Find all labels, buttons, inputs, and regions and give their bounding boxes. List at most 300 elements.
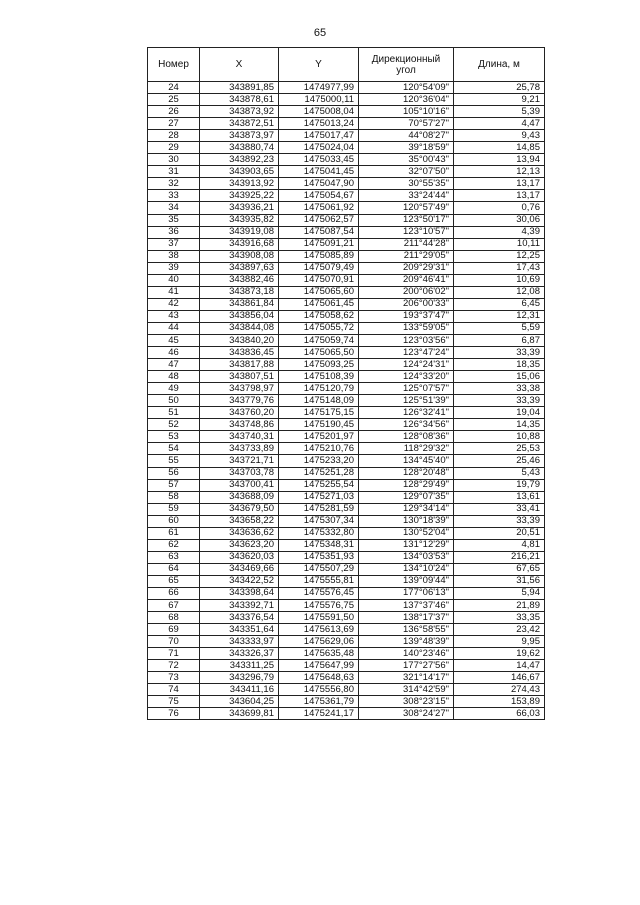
bearing-cell: 209°29'31" xyxy=(359,262,454,274)
x-coordinate-cell: 343779,76 xyxy=(200,395,279,407)
bearing-cell: 130°52'04" xyxy=(359,527,454,539)
length-cell: 12,13 xyxy=(454,166,545,178)
y-coordinate-cell: 1475061,45 xyxy=(279,298,359,310)
length-cell: 33,39 xyxy=(454,395,545,407)
table-row xyxy=(148,82,545,94)
point-number-cell: 27 xyxy=(148,118,200,130)
bearing-cell: 211°29'05" xyxy=(359,250,454,262)
bearing-cell: 70°57'27" xyxy=(359,118,454,130)
bearing-cell: 120°57'49" xyxy=(359,202,454,214)
point-number-cell: 70 xyxy=(148,636,200,648)
bearing-cell: 134°10'24" xyxy=(359,563,454,575)
table-row xyxy=(148,322,545,334)
bearing-cell: 39°18'59" xyxy=(359,142,454,154)
table-row xyxy=(148,624,545,636)
point-number-cell: 65 xyxy=(148,575,200,587)
x-coordinate-cell: 343604,25 xyxy=(200,696,279,708)
bearing-cell: 30°55'35" xyxy=(359,178,454,190)
x-coordinate-cell: 343891,85 xyxy=(200,82,279,94)
point-number-cell: 25 xyxy=(148,94,200,106)
length-cell: 19,62 xyxy=(454,648,545,660)
bearing-cell: 321°14'17" xyxy=(359,672,454,684)
y-coordinate-cell: 1475255,54 xyxy=(279,479,359,491)
length-cell: 25,78 xyxy=(454,82,545,94)
y-coordinate-cell: 1475065,60 xyxy=(279,286,359,298)
table-body xyxy=(148,82,545,720)
point-number-cell: 71 xyxy=(148,648,200,660)
y-coordinate-cell: 1475348,31 xyxy=(279,539,359,551)
bearing-cell: 139°09'44" xyxy=(359,575,454,587)
x-coordinate-cell: 343740,31 xyxy=(200,431,279,443)
length-cell: 153,89 xyxy=(454,696,545,708)
table-row xyxy=(148,551,545,563)
bearing-cell: 128°29'49" xyxy=(359,479,454,491)
y-coordinate-cell: 1475591,50 xyxy=(279,612,359,624)
table-header-row xyxy=(148,48,545,82)
length-cell: 21,89 xyxy=(454,600,545,612)
table-row xyxy=(148,118,545,130)
table-row xyxy=(148,106,545,118)
point-number-cell: 31 xyxy=(148,166,200,178)
x-coordinate-cell: 343925,22 xyxy=(200,190,279,202)
x-coordinate-cell: 343351,64 xyxy=(200,624,279,636)
y-coordinate-cell: 1475307,34 xyxy=(279,515,359,527)
table-row xyxy=(148,575,545,587)
bearing-cell: 209°46'41" xyxy=(359,274,454,286)
bearing-cell: 105°10'16" xyxy=(359,106,454,118)
point-number-cell: 66 xyxy=(148,587,200,599)
y-coordinate-cell: 1475055,72 xyxy=(279,322,359,334)
x-coordinate-cell: 343469,66 xyxy=(200,563,279,575)
table-row xyxy=(148,130,545,142)
point-number-cell: 48 xyxy=(148,371,200,383)
y-coordinate-cell: 1474977,99 xyxy=(279,82,359,94)
header-number: Номер xyxy=(148,48,200,82)
y-coordinate-cell: 1475556,80 xyxy=(279,684,359,696)
header-length: Длина, м xyxy=(454,48,545,82)
bearing-cell: 140°23'46" xyxy=(359,648,454,660)
bearing-cell: 128°20'48" xyxy=(359,467,454,479)
bearing-cell: 193°37'47" xyxy=(359,310,454,322)
length-cell: 4,39 xyxy=(454,226,545,238)
length-cell: 14,35 xyxy=(454,419,545,431)
x-coordinate-cell: 343807,51 xyxy=(200,371,279,383)
length-cell: 23,42 xyxy=(454,624,545,636)
length-cell: 10,69 xyxy=(454,274,545,286)
table-row xyxy=(148,600,545,612)
point-number-cell: 24 xyxy=(148,82,200,94)
table-row xyxy=(148,310,545,322)
y-coordinate-cell: 1475629,06 xyxy=(279,636,359,648)
header-bearing: Дирекционный угол xyxy=(359,48,454,82)
y-coordinate-cell: 1475241,17 xyxy=(279,708,359,720)
bearing-cell: 125°51'39" xyxy=(359,395,454,407)
x-coordinate-cell: 343679,50 xyxy=(200,503,279,515)
length-cell: 14,47 xyxy=(454,660,545,672)
table-row xyxy=(148,708,545,720)
length-cell: 33,41 xyxy=(454,503,545,515)
bearing-cell: 131°12'29" xyxy=(359,539,454,551)
table-row xyxy=(148,443,545,455)
x-coordinate-cell: 343936,21 xyxy=(200,202,279,214)
x-coordinate-cell: 343748,86 xyxy=(200,419,279,431)
bearing-cell: 123°03'56" xyxy=(359,334,454,346)
x-coordinate-cell: 343903,65 xyxy=(200,166,279,178)
table-row xyxy=(148,467,545,479)
point-number-cell: 52 xyxy=(148,419,200,431)
length-cell: 5,94 xyxy=(454,587,545,599)
point-number-cell: 49 xyxy=(148,383,200,395)
length-cell: 10,88 xyxy=(454,431,545,443)
x-coordinate-cell: 343333,97 xyxy=(200,636,279,648)
point-number-cell: 73 xyxy=(148,672,200,684)
length-cell: 19,79 xyxy=(454,479,545,491)
table-row xyxy=(148,347,545,359)
length-cell: 4,81 xyxy=(454,539,545,551)
length-cell: 15,06 xyxy=(454,371,545,383)
bearing-cell: 134°45'40" xyxy=(359,455,454,467)
x-coordinate-cell: 343760,20 xyxy=(200,407,279,419)
y-coordinate-cell: 1475233,20 xyxy=(279,455,359,467)
point-number-cell: 63 xyxy=(148,551,200,563)
length-cell: 9,95 xyxy=(454,636,545,648)
point-number-cell: 46 xyxy=(148,347,200,359)
bearing-cell: 134°03'53" xyxy=(359,551,454,563)
length-cell: 33,39 xyxy=(454,515,545,527)
table-row xyxy=(148,395,545,407)
length-cell: 216,21 xyxy=(454,551,545,563)
point-number-cell: 53 xyxy=(148,431,200,443)
x-coordinate-cell: 343844,08 xyxy=(200,322,279,334)
x-coordinate-cell: 343913,92 xyxy=(200,178,279,190)
point-number-cell: 47 xyxy=(148,359,200,371)
point-number-cell: 33 xyxy=(148,190,200,202)
length-cell: 5,59 xyxy=(454,322,545,334)
point-number-cell: 61 xyxy=(148,527,200,539)
y-coordinate-cell: 1475024,04 xyxy=(279,142,359,154)
bearing-cell: 308°24'27" xyxy=(359,708,454,720)
table-row xyxy=(148,334,545,346)
x-coordinate-cell: 343798,97 xyxy=(200,383,279,395)
x-coordinate-cell: 343700,41 xyxy=(200,479,279,491)
table-row xyxy=(148,383,545,395)
point-number-cell: 42 xyxy=(148,298,200,310)
x-coordinate-cell: 343817,88 xyxy=(200,359,279,371)
x-coordinate-cell: 343878,61 xyxy=(200,94,279,106)
y-coordinate-cell: 1475576,75 xyxy=(279,600,359,612)
x-coordinate-cell: 343311,25 xyxy=(200,660,279,672)
y-coordinate-cell: 1475251,28 xyxy=(279,467,359,479)
table-row xyxy=(148,359,545,371)
header-x: X xyxy=(200,48,279,82)
length-cell: 25,46 xyxy=(454,455,545,467)
x-coordinate-cell: 343873,92 xyxy=(200,106,279,118)
table-row xyxy=(148,94,545,106)
y-coordinate-cell: 1475648,63 xyxy=(279,672,359,684)
x-coordinate-cell: 343872,51 xyxy=(200,118,279,130)
bearing-cell: 177°27'56" xyxy=(359,660,454,672)
length-cell: 5,43 xyxy=(454,467,545,479)
table-row xyxy=(148,684,545,696)
length-cell: 67,65 xyxy=(454,563,545,575)
bearing-cell: 200°06'02" xyxy=(359,286,454,298)
length-cell: 19,04 xyxy=(454,407,545,419)
x-coordinate-cell: 343411,16 xyxy=(200,684,279,696)
point-number-cell: 28 xyxy=(148,130,200,142)
point-number-cell: 36 xyxy=(148,226,200,238)
y-coordinate-cell: 1475000,11 xyxy=(279,94,359,106)
table-row xyxy=(148,166,545,178)
table-row xyxy=(148,672,545,684)
x-coordinate-cell: 343326,37 xyxy=(200,648,279,660)
length-cell: 12,25 xyxy=(454,250,545,262)
length-cell: 33,38 xyxy=(454,383,545,395)
bearing-cell: 124°24'31" xyxy=(359,359,454,371)
bearing-cell: 314°42'59" xyxy=(359,684,454,696)
y-coordinate-cell: 1475008,04 xyxy=(279,106,359,118)
x-coordinate-cell: 343916,68 xyxy=(200,238,279,250)
length-cell: 4,47 xyxy=(454,118,545,130)
length-cell: 6,45 xyxy=(454,298,545,310)
point-number-cell: 75 xyxy=(148,696,200,708)
bearing-cell: 32°07'50" xyxy=(359,166,454,178)
y-coordinate-cell: 1475271,03 xyxy=(279,491,359,503)
table-row xyxy=(148,190,545,202)
y-coordinate-cell: 1475148,09 xyxy=(279,395,359,407)
length-cell: 66,03 xyxy=(454,708,545,720)
x-coordinate-cell: 343422,52 xyxy=(200,575,279,587)
point-number-cell: 26 xyxy=(148,106,200,118)
y-coordinate-cell: 1475555,81 xyxy=(279,575,359,587)
length-cell: 33,35 xyxy=(454,612,545,624)
y-coordinate-cell: 1475070,91 xyxy=(279,274,359,286)
point-number-cell: 57 xyxy=(148,479,200,491)
table-row xyxy=(148,648,545,660)
table-row xyxy=(148,696,545,708)
table-row xyxy=(148,660,545,672)
point-number-cell: 43 xyxy=(148,310,200,322)
length-cell: 33,39 xyxy=(454,347,545,359)
bearing-cell: 124°33'20" xyxy=(359,371,454,383)
length-cell: 13,61 xyxy=(454,491,545,503)
x-coordinate-cell: 343688,09 xyxy=(200,491,279,503)
bearing-cell: 177°06'13" xyxy=(359,587,454,599)
point-number-cell: 44 xyxy=(148,322,200,334)
bearing-cell: 44°08'27" xyxy=(359,130,454,142)
table-row xyxy=(148,250,545,262)
x-coordinate-cell: 343699,81 xyxy=(200,708,279,720)
y-coordinate-cell: 1475190,45 xyxy=(279,419,359,431)
x-coordinate-cell: 343296,79 xyxy=(200,672,279,684)
bearing-cell: 125°07'57" xyxy=(359,383,454,395)
bearing-cell: 129°34'14" xyxy=(359,503,454,515)
bearing-cell: 136°58'55" xyxy=(359,624,454,636)
point-number-cell: 68 xyxy=(148,612,200,624)
point-number-cell: 45 xyxy=(148,334,200,346)
length-cell: 31,56 xyxy=(454,575,545,587)
length-cell: 12,31 xyxy=(454,310,545,322)
length-cell: 10,11 xyxy=(454,238,545,250)
length-cell: 17,43 xyxy=(454,262,545,274)
y-coordinate-cell: 1475093,25 xyxy=(279,359,359,371)
length-cell: 13,17 xyxy=(454,190,545,202)
table-row xyxy=(148,515,545,527)
y-coordinate-cell: 1475054,67 xyxy=(279,190,359,202)
y-coordinate-cell: 1475058,62 xyxy=(279,310,359,322)
table-row xyxy=(148,636,545,648)
y-coordinate-cell: 1475332,80 xyxy=(279,527,359,539)
length-cell: 14,85 xyxy=(454,142,545,154)
length-cell: 13,94 xyxy=(454,154,545,166)
bearing-cell: 123°47'24" xyxy=(359,347,454,359)
bearing-cell: 206°00'33" xyxy=(359,298,454,310)
length-cell: 274,43 xyxy=(454,684,545,696)
table-row xyxy=(148,371,545,383)
y-coordinate-cell: 1475108,39 xyxy=(279,371,359,383)
y-coordinate-cell: 1475507,29 xyxy=(279,563,359,575)
x-coordinate-cell: 343636,62 xyxy=(200,527,279,539)
length-cell: 30,06 xyxy=(454,214,545,226)
table-row xyxy=(148,214,545,226)
x-coordinate-cell: 343733,89 xyxy=(200,443,279,455)
x-coordinate-cell: 343861,84 xyxy=(200,298,279,310)
bearing-cell: 126°32'41" xyxy=(359,407,454,419)
length-cell: 25,53 xyxy=(454,443,545,455)
bearing-cell: 123°50'17" xyxy=(359,214,454,226)
y-coordinate-cell: 1475013,24 xyxy=(279,118,359,130)
y-coordinate-cell: 1475635,48 xyxy=(279,648,359,660)
bearing-cell: 120°54'09" xyxy=(359,82,454,94)
y-coordinate-cell: 1475079,49 xyxy=(279,262,359,274)
y-coordinate-cell: 1475361,79 xyxy=(279,696,359,708)
y-coordinate-cell: 1475041,45 xyxy=(279,166,359,178)
x-coordinate-cell: 343882,46 xyxy=(200,274,279,286)
table-row xyxy=(148,298,545,310)
x-coordinate-cell: 343856,04 xyxy=(200,310,279,322)
bearing-cell: 128°08'36" xyxy=(359,431,454,443)
bearing-cell: 120°36'04" xyxy=(359,94,454,106)
x-coordinate-cell: 343873,18 xyxy=(200,286,279,298)
table-row xyxy=(148,407,545,419)
y-coordinate-cell: 1475613,69 xyxy=(279,624,359,636)
table-row xyxy=(148,419,545,431)
length-cell: 6,87 xyxy=(454,334,545,346)
x-coordinate-cell: 343623,20 xyxy=(200,539,279,551)
page-number: 65 xyxy=(313,27,327,39)
point-number-cell: 32 xyxy=(148,178,200,190)
bearing-cell: 123°10'57" xyxy=(359,226,454,238)
bearing-cell: 133°59'05" xyxy=(359,322,454,334)
y-coordinate-cell: 1475351,93 xyxy=(279,551,359,563)
x-coordinate-cell: 343880,74 xyxy=(200,142,279,154)
point-number-cell: 30 xyxy=(148,154,200,166)
point-number-cell: 35 xyxy=(148,214,200,226)
x-coordinate-cell: 343376,54 xyxy=(200,612,279,624)
y-coordinate-cell: 1475281,59 xyxy=(279,503,359,515)
point-number-cell: 76 xyxy=(148,708,200,720)
bearing-cell: 35°00'43" xyxy=(359,154,454,166)
y-coordinate-cell: 1475576,45 xyxy=(279,587,359,599)
x-coordinate-cell: 343873,97 xyxy=(200,130,279,142)
length-cell: 12,08 xyxy=(454,286,545,298)
table-row xyxy=(148,274,545,286)
table-row xyxy=(148,286,545,298)
y-coordinate-cell: 1475047,90 xyxy=(279,178,359,190)
length-cell: 18,35 xyxy=(454,359,545,371)
table-row xyxy=(148,539,545,551)
table-row xyxy=(148,479,545,491)
x-coordinate-cell: 343721,71 xyxy=(200,455,279,467)
point-number-cell: 37 xyxy=(148,238,200,250)
x-coordinate-cell: 343919,08 xyxy=(200,226,279,238)
y-coordinate-cell: 1475647,99 xyxy=(279,660,359,672)
table-row xyxy=(148,527,545,539)
y-coordinate-cell: 1475065,50 xyxy=(279,347,359,359)
point-number-cell: 39 xyxy=(148,262,200,274)
point-number-cell: 38 xyxy=(148,250,200,262)
table-row xyxy=(148,226,545,238)
length-cell: 9,21 xyxy=(454,94,545,106)
y-coordinate-cell: 1475091,21 xyxy=(279,238,359,250)
y-coordinate-cell: 1475210,76 xyxy=(279,443,359,455)
point-number-cell: 34 xyxy=(148,202,200,214)
table-row xyxy=(148,563,545,575)
point-number-cell: 55 xyxy=(148,455,200,467)
point-number-cell: 59 xyxy=(148,503,200,515)
point-number-cell: 74 xyxy=(148,684,200,696)
bearing-cell: 139°48'39" xyxy=(359,636,454,648)
point-number-cell: 67 xyxy=(148,600,200,612)
x-coordinate-cell: 343620,03 xyxy=(200,551,279,563)
bearing-cell: 137°37'46" xyxy=(359,600,454,612)
table-row xyxy=(148,238,545,250)
length-cell: 13,17 xyxy=(454,178,545,190)
point-number-cell: 72 xyxy=(148,660,200,672)
bearing-cell: 126°34'56" xyxy=(359,419,454,431)
x-coordinate-cell: 343836,45 xyxy=(200,347,279,359)
point-number-cell: 54 xyxy=(148,443,200,455)
length-cell: 5,39 xyxy=(454,106,545,118)
y-coordinate-cell: 1475120,79 xyxy=(279,383,359,395)
point-number-cell: 50 xyxy=(148,395,200,407)
y-coordinate-cell: 1475017,47 xyxy=(279,130,359,142)
point-number-cell: 60 xyxy=(148,515,200,527)
table-row xyxy=(148,142,545,154)
table-row xyxy=(148,503,545,515)
table-row xyxy=(148,262,545,274)
bearing-cell: 118°29'32" xyxy=(359,443,454,455)
bearing-cell: 308°23'15" xyxy=(359,696,454,708)
table-row xyxy=(148,587,545,599)
table-row xyxy=(148,491,545,503)
y-coordinate-cell: 1475033,45 xyxy=(279,154,359,166)
header-y: Y xyxy=(279,48,359,82)
x-coordinate-cell: 343392,71 xyxy=(200,600,279,612)
point-number-cell: 40 xyxy=(148,274,200,286)
coordinates-table xyxy=(147,47,545,720)
point-number-cell: 41 xyxy=(148,286,200,298)
y-coordinate-cell: 1475087,54 xyxy=(279,226,359,238)
y-coordinate-cell: 1475062,57 xyxy=(279,214,359,226)
point-number-cell: 64 xyxy=(148,563,200,575)
table-row xyxy=(148,455,545,467)
bearing-cell: 129°07'35" xyxy=(359,491,454,503)
point-number-cell: 56 xyxy=(148,467,200,479)
table-row xyxy=(148,612,545,624)
x-coordinate-cell: 343840,20 xyxy=(200,334,279,346)
x-coordinate-cell: 343703,78 xyxy=(200,467,279,479)
length-cell: 9,43 xyxy=(454,130,545,142)
